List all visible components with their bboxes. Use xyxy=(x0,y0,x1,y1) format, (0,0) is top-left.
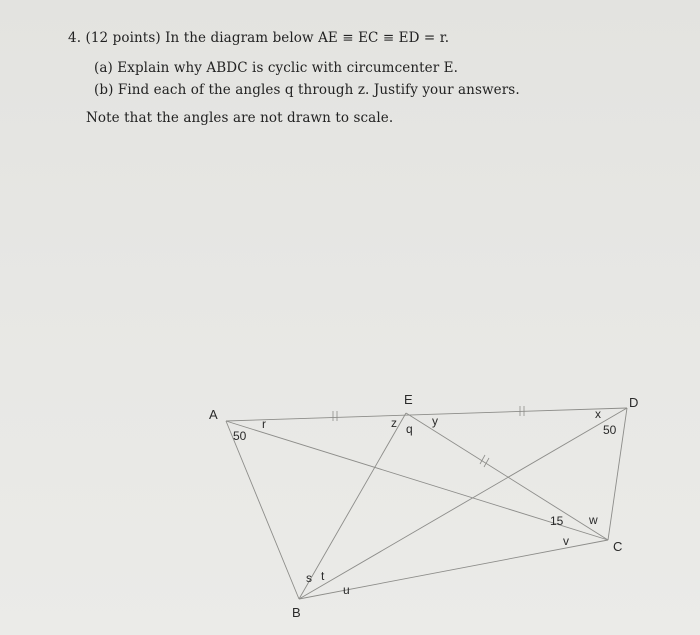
segment-AB xyxy=(226,421,299,599)
tick-mark-AE xyxy=(333,411,337,421)
angle-label-z: z xyxy=(391,416,397,430)
angle-value-at-D: 50 xyxy=(603,423,617,437)
vertex-label-C: C xyxy=(613,539,623,554)
part-b-text: (b) Find each of the angles q through z. Justify your answers. xyxy=(94,82,520,98)
note-text: Note that the angles are not drawn to scale. xyxy=(86,110,394,126)
angle-label-t: t xyxy=(321,569,325,583)
angle-label-x: x xyxy=(595,407,601,421)
part-a-text: (a) Explain why ABDC is cyclic with circumcenter E. xyxy=(94,60,459,76)
segment-EC xyxy=(406,413,608,540)
vertex-label-E: E xyxy=(404,392,413,407)
segment-AD xyxy=(226,408,627,421)
angle-label-q: q xyxy=(406,422,413,436)
vertex-label-B: B xyxy=(292,605,301,620)
segment-BD xyxy=(299,408,627,599)
angle-label-u: u xyxy=(343,583,350,597)
angle-label-w: w xyxy=(589,513,598,527)
angle-label-r: r xyxy=(262,417,266,431)
tick-mark-EC xyxy=(480,455,489,467)
angle-value-at-C: 15 xyxy=(550,514,564,528)
segment-BE xyxy=(299,413,406,599)
angle-label-s: s xyxy=(306,571,312,585)
vertex-label-A: A xyxy=(209,407,218,422)
angle-label-v: v xyxy=(563,534,569,548)
angle-value-at-A: 50 xyxy=(233,429,247,443)
angle-label-y: y xyxy=(432,414,438,428)
vertex-label-D: D xyxy=(629,395,639,410)
problem-statement: 4. (12 points) In the diagram below AE ≡ EC ≡ ED = r. xyxy=(68,30,450,46)
